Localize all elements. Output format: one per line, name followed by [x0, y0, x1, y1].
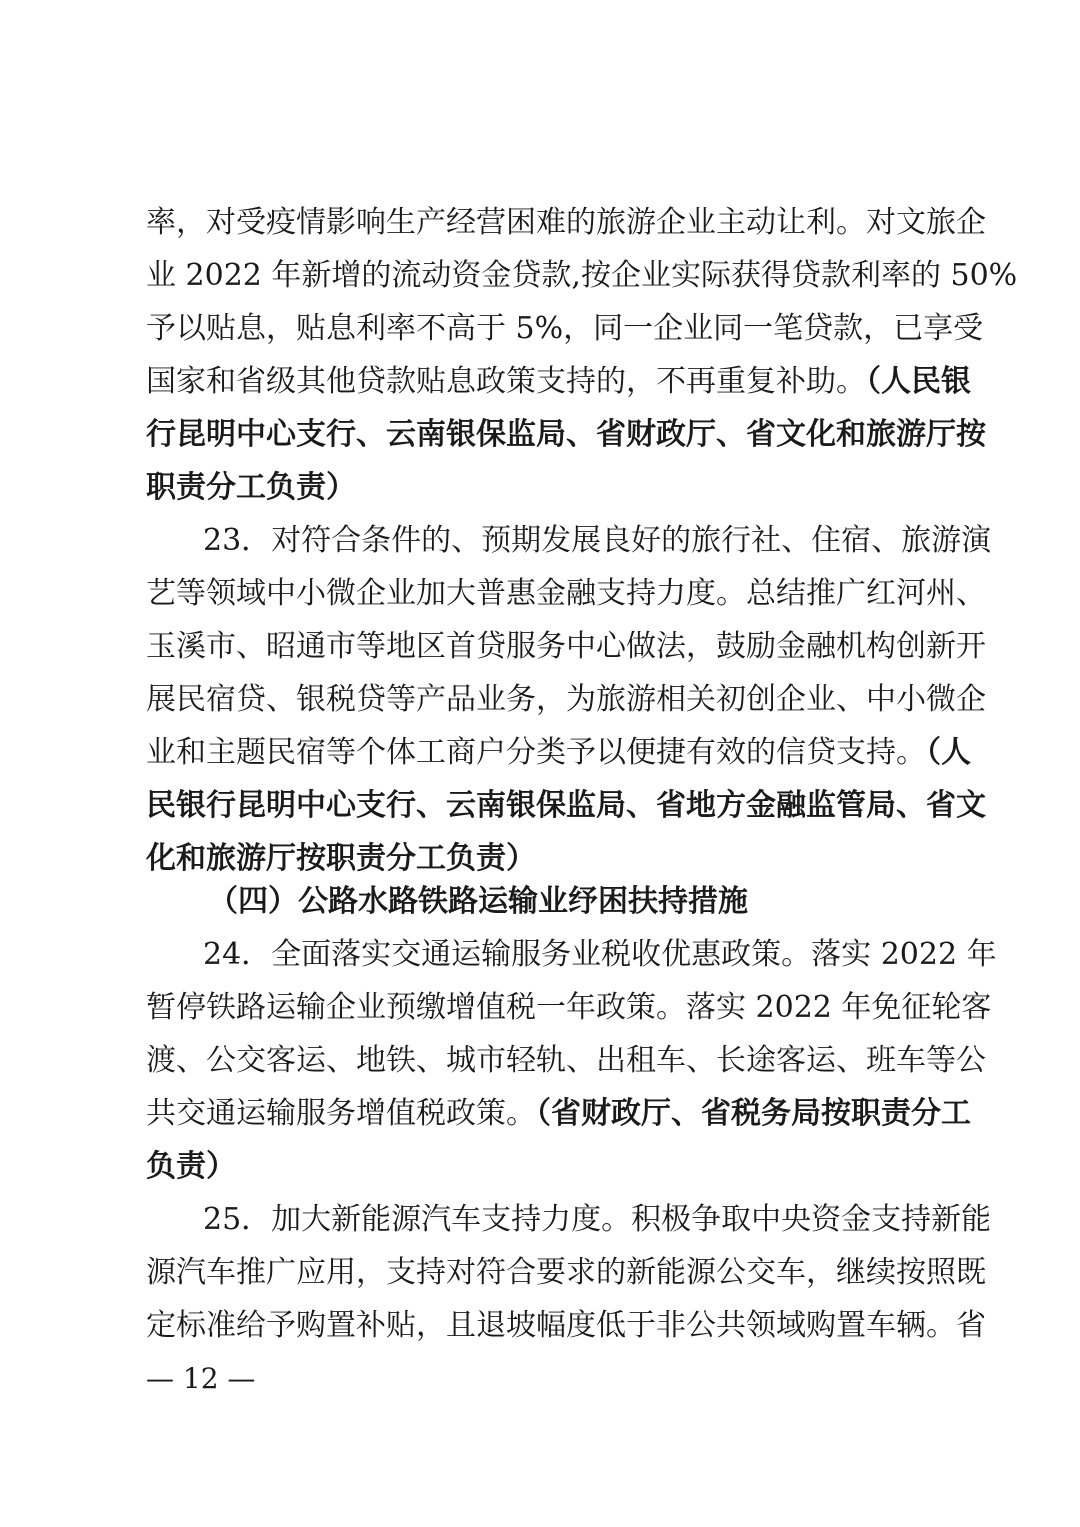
item-24-line-4-text: 共交通运输服务增值税政策。: [146, 1096, 536, 1131]
section-heading: （四）公路水路铁路运输业纾困扶持措施: [208, 884, 748, 919]
paragraph-a-line-2: 业 2022 年新增的流动资金贷款,按企业实际获得贷款利率的 50%: [146, 258, 1018, 293]
item-24-line-3: 渡、公交客运、地铁、城市轻轨、出租车、长途客运、班车等公: [146, 1043, 986, 1078]
paragraph-a-line-4-text: 国家和省级其他贷款贴息政策支持的，不再重复补助。: [146, 364, 866, 399]
item-24-line-5: 负责）: [146, 1149, 236, 1184]
item-23-line-3: 玉溪市、昭通市等地区首贷服务中心做法，鼓励金融机构创新开: [146, 629, 986, 664]
item-23-line-6: 民银行昆明中心支行、云南银保监局、省地方金融监管局、省文: [146, 788, 986, 823]
paragraph-a-line-4-responsible: （人民银: [866, 364, 971, 399]
item-24-line-2: 暂停铁路运输企业预缴增值税一年政策。落实 2022 年免征轮客: [146, 990, 992, 1025]
item-23-line-5-text: 业和主题民宿等个体工商户分类予以便捷有效的信贷支持。: [146, 735, 926, 770]
item-23-line-5: [146, 733, 971, 773]
item-25-line-1: 25．加大新能源汽车支持力度。积极争取中央资金支持新能: [203, 1202, 992, 1237]
item-24-line-4-responsible: （省财政厅、省税务局按职责分工: [536, 1096, 971, 1131]
item-25-line-2: 源汽车推广应用，支持对符合要求的新能源公交车，继续按照既: [146, 1255, 986, 1290]
item-23-line-2: 艺等领域中小微企业加大普惠金融支持力度。总结推广红河州、: [146, 576, 986, 611]
paragraph-a-line-3: 予以贴息，贴息利率不高于 5%，同一企业同一笔贷款，已享受: [146, 311, 984, 346]
paragraph-a-line-6: 职责分工负责）: [146, 470, 356, 505]
item-25-line-3: 定标准给予购置补贴，且退坡幅度低于非公共领域购置车辆。省: [146, 1308, 986, 1343]
page-number: — 12 —: [146, 1362, 256, 1395]
item-23-line-4: 展民宿贷、银税贷等产品业务，为旅游相关初创企业、中小微企: [146, 682, 986, 717]
item-23-line-1: 23．对符合条件的、预期发展良好的旅行社、住宿、旅游演: [203, 523, 992, 558]
item-23-line-7: 化和旅游厅按职责分工负责）: [146, 841, 536, 876]
item-24-line-4: [146, 1094, 971, 1134]
item-24-line-1: 24．全面落实交通运输服务业税收优惠政策。落实 2022 年: [203, 937, 997, 972]
item-23-line-5-responsible: （人: [926, 735, 971, 770]
paragraph-a-line-4: [146, 362, 971, 402]
paragraph-a-line-5: 行昆明中心支行、云南银保监局、省财政厅、省文化和旅游厅按: [146, 417, 986, 452]
paragraph-a-line-1: 率，对受疫情影响生产经营困难的旅游企业主动让利。对文旅企: [146, 205, 986, 240]
